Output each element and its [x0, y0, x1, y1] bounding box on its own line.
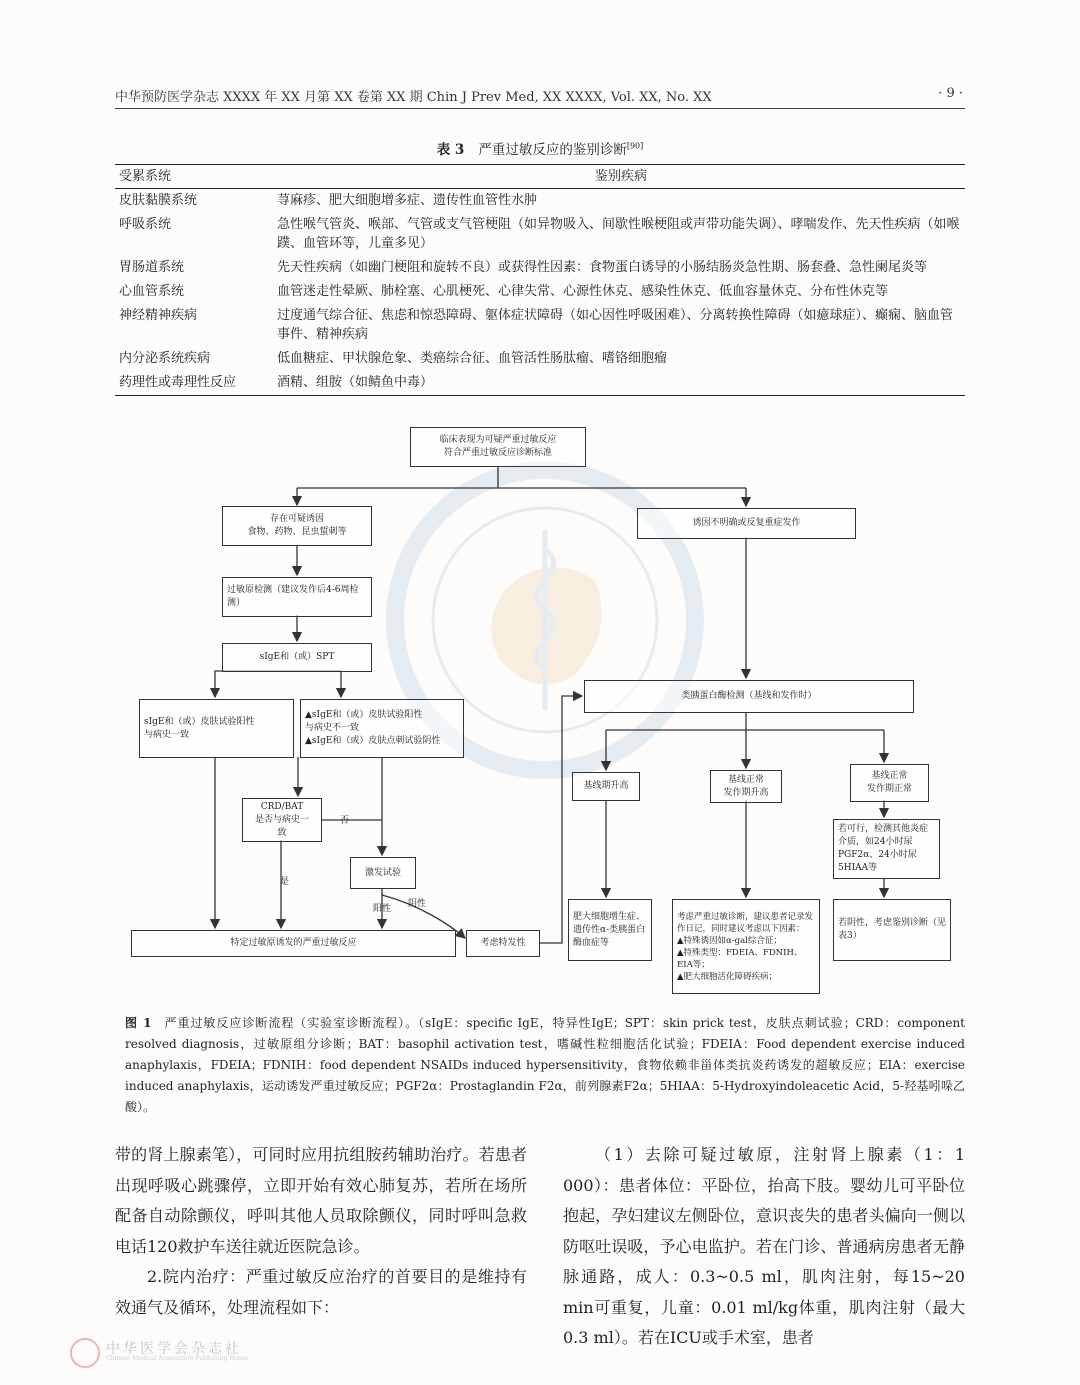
flow-label-negative: 阴性: [408, 899, 427, 909]
table-number: 表 3: [436, 142, 465, 158]
flow-baseline-high: [572, 772, 640, 801]
flow-mast-disease: [568, 899, 652, 961]
system-cell: 神经精神疾病: [119, 308, 198, 323]
flow-start-text: 临床表现为可疑严重过敏反应 符合严重过敏反应诊断标准: [439, 435, 557, 458]
journal-header: 中华预防医学杂志 XXXX 年 XX 月第 XX 卷第 XX 期 Chin J Prev Med, XX XXXX, Vol. XX, No. XX: [115, 90, 712, 105]
body-column-right: [563, 1140, 965, 1354]
body-column-left: [115, 1140, 527, 1323]
flow-crd-bat-text: CRD/BAT 是否与病史一 致: [254, 801, 309, 838]
flow-allergen-test-text: 过敏原检测（建议发作后4-6周检测）: [227, 585, 359, 608]
figure-caption-text: 严重过敏反应诊断流程（实验室诊断流程）。（sIgE：specific IgE，特异性IgE；SPT：skin prick test，皮肤点刺试验；CRD：component resolved diagnosis，过敏原组分诊断；BAT：basophil activation test，嗜碱性粒细胞活化试验；FDEIA：Food dependent exercise induced anaphylaxis，FDEIA；FDNIH：food dependent NSAIDs induced hypersensitivity，食物依赖非甾体类抗炎药诱发的超敏反应；EIA：exercise induced anaphylaxis，运动诱发严重过敏反应；PGF2α：Prostaglandin F2α，前列腺素F2α；5HIAA：5-Hydroxyindoleacetic Acid，5-羟基吲哚乙酸）。: [125, 1016, 965, 1114]
publisher-footer-logo: [70, 1336, 490, 1366]
disease-cell: 急性喉气管炎、喉部、气管或支气管梗阻（如异物吸入、间歇性喉梗阻或声带功能失调）、哮喘发作、先天性疾病（如喉蹼、血管环等，儿童多见）: [277, 217, 960, 251]
flow-negative-text: 若阴性，考虑鉴别诊断（见表3）: [838, 918, 947, 941]
flow-consider-idiopathic-text: 考虑特发性: [480, 938, 526, 948]
flow-negative: [833, 899, 951, 961]
flow-tryptase: [584, 680, 914, 713]
publisher-name-en: Chinese Medical Association Publishing House: [106, 1355, 249, 1362]
flow-baseline-normal-attack-high-text: 基线正常 发作期升高: [723, 774, 769, 798]
system-cell: 胃肠道系统: [119, 260, 185, 275]
flow-baseline-normal-attack-normal-text: 基线正常 发作期正常: [866, 771, 912, 794]
body-paragraph: 2.院内治疗：严重过敏反应治疗的首要目的是维持有效通气及循环，处理流程如下：: [115, 1267, 527, 1317]
disease-cell: 荨麻疹、肥大细胞增多症、遗传性血管性水肿: [277, 193, 538, 208]
table-title-text: 严重过敏反应的鉴别诊断: [478, 142, 627, 158]
flow-known-trigger-text: 存在可疑诱因 食物、药物、昆虫蜇刺等: [247, 514, 347, 537]
flow-unknown-trigger: [637, 508, 856, 539]
flow-consider-severe: [672, 899, 820, 994]
disease-cell: 酒精、组胺（如鲭鱼中毒）: [277, 375, 434, 390]
flow-challenge-text: 激发试验: [364, 867, 401, 878]
flow-crd-bat: [242, 798, 322, 842]
flow-inconsistent-text: ▲sIgE和（或）皮肤试验阳性 与病史不一致 ▲sIgE和（或）皮肤点刺试验阴性: [305, 710, 441, 746]
body-paragraph: 带的肾上腺素笔），可同时应用抗组胺药辅助治疗。若患者出现呼吸心跳骤停，立即开始有效心肺复苏，若所在场所配备自动除颤仪，呼叫其他人员取除颤仪，同时呼叫急救电话120救护车送往就近医院急诊。: [115, 1145, 527, 1256]
figure-caption: [125, 1013, 965, 1118]
flow-label-positive: 阳性: [373, 904, 392, 914]
flow-specific-allergen-text: 特定过敏原诱发的严重过敏反应: [230, 938, 357, 948]
flow-label-yes: 是: [280, 877, 290, 887]
col-header-system: 受累系统: [119, 169, 172, 184]
flow-consider-idiopathic: [466, 930, 540, 957]
publisher-seal-icon: [70, 1338, 100, 1368]
flow-other-mediators-text: 若可行，检测其他炎症介质，如24小时尿PGF2α、24小时尿5HIAA等: [838, 824, 929, 873]
figure-label: 图 1: [125, 1016, 152, 1030]
system-cell: 呼吸系统: [119, 217, 172, 232]
disease-cell: 过度通气综合征、焦虑和惊恐障碍、躯体症状障碍（如心因性呼吸困难）、分离转换性障碍（如癔球症）、癫痫、脑血管事件、精神疾病: [277, 308, 954, 342]
disease-cell: 血管迷走性晕厥、肺栓塞、心肌梗死、心律失常、心源性休克、感染性休克、低血容量休克、分布性休克等: [277, 284, 889, 299]
flow-baseline-normal-attack-high: [710, 770, 782, 803]
flow-known-trigger: [222, 506, 372, 546]
col-header-disease: 鉴别疾病: [594, 169, 647, 184]
body-paragraph: （1）去除可疑过敏原，注射肾上腺素（1：1 000）：患者体位：平卧位，抬高下肢。婴幼儿可平卧位抱起，孕妇建议左侧卧位，意识丧失的患者头偏向一侧以防呕吐误吸，予心电监护。若在门诊、普通病房患者无静脉通路，成人：0.3~0.5 ml，肌肉注射，每15~20 min可重复，儿童：0.01 ml/kg体重，肌肉注射（最大0.3 ml）。若在ICU或手术室，患者: [563, 1145, 965, 1347]
flow-sige-spt: [222, 643, 372, 672]
flow-start: [410, 427, 586, 467]
flow-unknown-trigger-text: 诱因不明确或反复重症发作: [692, 518, 801, 528]
flow-label-no: 否: [340, 816, 350, 826]
system-cell: 皮肤黏膜系统: [119, 193, 198, 208]
table-ref: [90]: [626, 141, 644, 151]
system-cell: 药理性或毒理性反应: [119, 375, 237, 390]
flow-inconsistent: [300, 699, 464, 758]
disease-cell: 低血糖症、甲状腺危象、类癌综合征、血管活性肠肽瘤、嗜铬细胞瘤: [277, 351, 668, 366]
publisher-name: 中华医学会杂志社: [106, 1341, 242, 1357]
flow-other-mediators: [833, 819, 940, 879]
flow-specific-allergen: [131, 930, 456, 957]
flow-sige-spt-text: sIgE和（或）SPT: [259, 652, 335, 662]
flow-tryptase-text: 类胰蛋白酶检测（基线和发作时）: [681, 691, 817, 701]
page-number: · 9 ·: [938, 86, 963, 101]
disease-cell: 先天性疾病（如幽门梗阻和旋转不良）或获得性因素：食物蛋白诱导的小肠结肠炎急性期、肠套叠、急性阑尾炎等: [277, 260, 928, 275]
flow-baseline-normal-attack-normal: [850, 764, 929, 802]
system-cell: 心血管系统: [119, 284, 185, 299]
flow-challenge-test: [350, 857, 416, 889]
flow-allergen-test: [222, 577, 372, 617]
flow-consistent-text: sIgE和（或）皮肤试验阳性 与病史一致: [144, 716, 255, 740]
flow-consistent: [139, 699, 294, 758]
flow-baseline-high-text: 基线期升高: [583, 781, 629, 791]
flow-consider-severe-text: 考虑严重过敏诊断，建议患者记录发作日记，同时建议考虑以下因素： ▲特殊诱因如α-gal综合征； ▲特殊类型：FDEIA、FDNIH、EIA等； ▲肥大细胞活化障碍疾病；: [677, 911, 814, 982]
flow-mast-disease-text: 肥大细胞增生症、遗传性α-类胰蛋白酶血症等: [573, 911, 646, 948]
system-cell: 内分泌系统疾病: [119, 351, 211, 366]
